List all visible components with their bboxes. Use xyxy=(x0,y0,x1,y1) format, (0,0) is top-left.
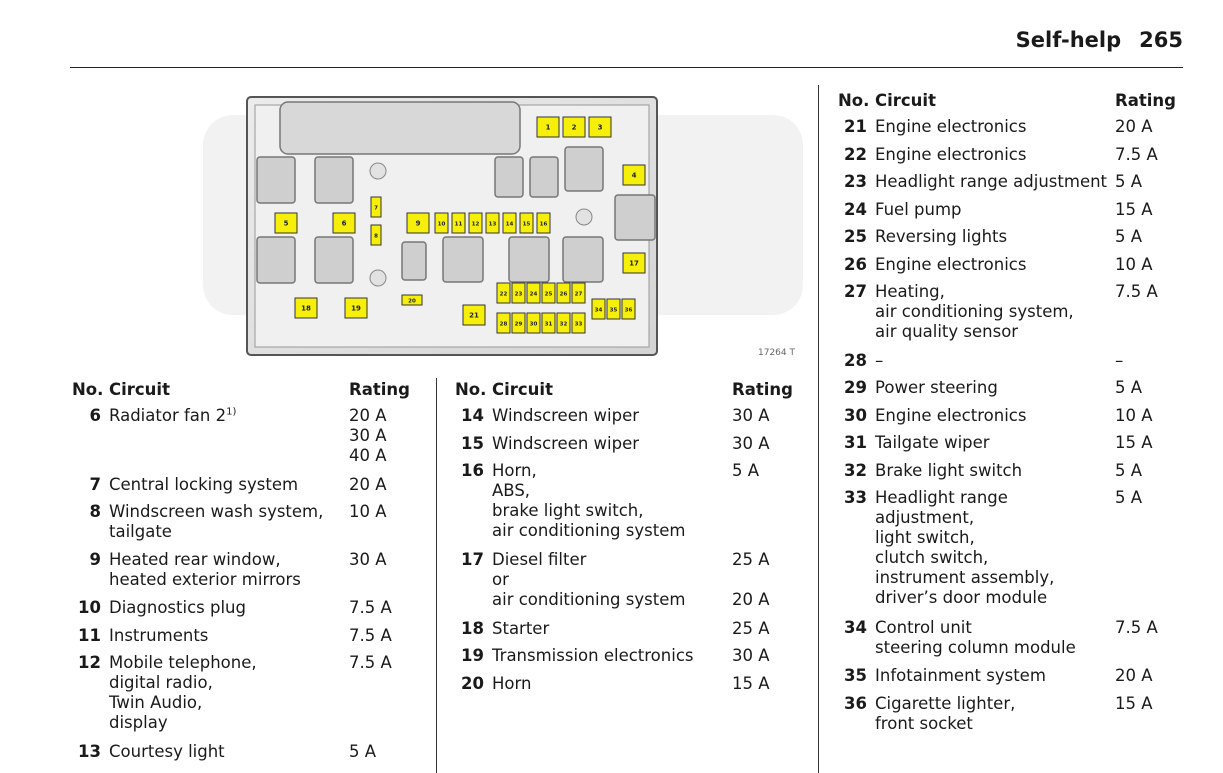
fuse-marker-label: 35 xyxy=(609,307,618,314)
fuse-number: 36 xyxy=(844,693,867,713)
fuse-number: 22 xyxy=(844,144,867,164)
fuse-row xyxy=(455,619,810,640)
fuse-circuit: Radiator fan 2$^{1)}$ xyxy=(109,406,237,425)
fuse-rating: 5 A xyxy=(349,742,377,761)
fuse-circuit: Heated rear window, heated exterior mirrors xyxy=(109,550,301,589)
fuse-marker xyxy=(497,313,510,333)
fuse-circuit: Horn, ABS, brake light switch, air conditioning system xyxy=(492,461,686,540)
fuse-circuit: Engine electronics xyxy=(875,405,1027,425)
fuse-rating: 7.5 A xyxy=(349,625,392,645)
fuse-number: 12 xyxy=(78,653,101,672)
fuse-circuit: Heating, air conditioning system, air quality sensor xyxy=(875,282,1074,341)
fuse-marker xyxy=(623,253,645,273)
fuse-number: 19 xyxy=(461,646,484,665)
fuse-marker-label: 31 xyxy=(544,321,553,328)
footnote-marker: 1) xyxy=(226,406,237,418)
fuse-table-1 xyxy=(72,380,432,770)
fuse-marker-label: 3 xyxy=(597,123,603,132)
fuse-circuit: Reversing lights xyxy=(875,227,1008,246)
fuse-box-diagram xyxy=(195,85,805,365)
fuse-circuit: Mobile telephone, digital radio, Twin Audio, display xyxy=(109,653,257,732)
fuse-rating: 15 A xyxy=(1115,693,1153,713)
fuse-marker-label: 29 xyxy=(514,321,523,328)
fuse-row xyxy=(455,461,810,543)
fuse-number: 18 xyxy=(461,618,484,638)
fuse-circuit: Tailgate wiper xyxy=(875,433,990,452)
header-circuit: Circuit xyxy=(875,91,936,110)
fuse-row xyxy=(838,282,1188,344)
fuse-row xyxy=(455,674,810,695)
header-no: No. xyxy=(455,380,487,399)
section-title: Self-help xyxy=(1015,28,1122,52)
fuse-number: 30 xyxy=(844,405,867,425)
fuse-marker xyxy=(623,165,645,185)
fuse-marker-label: 33 xyxy=(574,321,583,328)
fuse-marker-label: 7 xyxy=(374,205,378,212)
fuse-circuit: Starter xyxy=(492,618,550,638)
fuse-number: 23 xyxy=(844,172,867,191)
fuse-rating: 7.5 A xyxy=(1115,618,1158,637)
fuse-row xyxy=(455,646,810,667)
fuse-marker xyxy=(622,299,635,319)
fuse-marker-label: 30 xyxy=(529,321,538,328)
fuse-marker-label: 26 xyxy=(559,291,568,298)
fuse-marker xyxy=(537,117,559,137)
fuse-row xyxy=(455,550,810,612)
fuse-circuit: Fuel pump xyxy=(875,199,962,219)
header-no: No. xyxy=(72,380,104,399)
fuse-rating: 7.5 A xyxy=(349,598,392,617)
fuse-marker-label: 27 xyxy=(574,291,583,298)
fuse-marker xyxy=(371,197,381,217)
fuse-number: 13 xyxy=(78,742,101,761)
fuse-row xyxy=(838,406,1188,427)
fuse-rating: 7.5 A xyxy=(349,653,392,672)
fuse-marker xyxy=(407,213,429,233)
fuse-marker-label: 11 xyxy=(454,221,463,228)
fuse-circuit: Engine electronics xyxy=(875,117,1027,136)
fuse-marker xyxy=(452,213,465,233)
fuse-number: 25 xyxy=(844,227,867,246)
fuse-row xyxy=(838,200,1188,221)
fuse-marker-label: 12 xyxy=(471,221,480,228)
fuse-marker-label: 6 xyxy=(341,219,347,228)
fuse-rating: 10 A xyxy=(1115,254,1153,274)
fuse-number: 6 xyxy=(89,406,101,425)
fuse-number: 17 xyxy=(461,550,484,569)
fuse-marker-label: 5 xyxy=(283,219,289,228)
fuse-marker xyxy=(512,313,525,333)
fuse-marker-label: 14 xyxy=(505,221,514,228)
fuse-circuit: Headlight range adjustment xyxy=(875,172,1108,191)
page-header xyxy=(1016,28,1183,52)
fuse-number: 27 xyxy=(844,282,867,301)
fuse-number: 14 xyxy=(461,406,484,425)
column-divider-2 xyxy=(818,85,819,773)
fuse-row xyxy=(72,653,432,735)
fuse-row xyxy=(455,406,810,427)
header-no: No. xyxy=(838,91,870,110)
fuse-rating: 30 A xyxy=(732,646,770,665)
fuse-number: 26 xyxy=(844,254,867,274)
fuse-rating: 7.5 A xyxy=(1115,282,1158,301)
fuse-rating: 5 A xyxy=(732,461,760,480)
fuse-rating: 5 A xyxy=(1115,172,1143,191)
fuse-number: 24 xyxy=(844,199,867,219)
fuse-rating: 20 A xyxy=(1115,117,1153,136)
fuse-row xyxy=(72,502,432,543)
fuse-number: 7 xyxy=(89,474,101,494)
fuse-rating: 20 A xyxy=(1115,666,1153,685)
fuse-number: 8 xyxy=(89,502,101,521)
fuse-rating: 25 A xyxy=(732,618,770,638)
fuse-number: 11 xyxy=(78,625,101,645)
fuse-number: 33 xyxy=(844,488,867,507)
fuse-marker-label: 22 xyxy=(499,291,508,298)
fuse-row xyxy=(838,666,1188,687)
fuse-number: 9 xyxy=(89,550,101,569)
fuse-row xyxy=(838,618,1188,659)
fuse-number: 32 xyxy=(844,460,867,480)
fuse-row xyxy=(838,255,1188,276)
fuse-marker-label: 9 xyxy=(415,219,421,228)
fuse-marker xyxy=(402,295,422,305)
fuse-number: 28 xyxy=(844,350,867,370)
fuse-marker xyxy=(572,313,585,333)
fuse-table-3 xyxy=(838,91,1188,742)
fuse-rating: 10 A xyxy=(349,502,387,521)
fuse-marker xyxy=(607,299,620,319)
fuse-marker-label: 25 xyxy=(544,291,553,298)
fuse-circuit: Engine electronics xyxy=(875,254,1027,274)
fuse-marker xyxy=(542,313,555,333)
fuse-marker-label: 8 xyxy=(374,233,378,240)
fuse-marker-label: 13 xyxy=(488,221,497,228)
fuse-number: 21 xyxy=(844,117,867,136)
fuse-number: 29 xyxy=(844,378,867,397)
fuse-marker-label: 20 xyxy=(408,298,416,305)
fuse-row xyxy=(455,434,810,455)
fuse-marker-label: 24 xyxy=(529,291,538,298)
fuse-rating: 7.5 A xyxy=(1115,144,1158,164)
fuse-marker-label: 18 xyxy=(301,304,311,313)
fuse-marker xyxy=(537,213,550,233)
column-divider-1 xyxy=(436,378,437,773)
fuse-marker-label: 4 xyxy=(631,171,637,180)
fuse-marker xyxy=(589,117,611,137)
fuse-marker xyxy=(435,213,448,233)
header-rating: Rating xyxy=(1115,91,1176,110)
header-rating: Rating xyxy=(349,380,410,399)
fuse-marker xyxy=(463,305,485,325)
fuse-circuit: Power steering xyxy=(875,378,998,397)
fuse-table-2 xyxy=(455,380,810,701)
fuse-row xyxy=(838,172,1188,193)
fuse-circuit: Instruments xyxy=(109,625,209,645)
header-circuit: Circuit xyxy=(109,380,170,399)
fuse-marker xyxy=(592,299,605,319)
fuse-circuit: Brake light switch xyxy=(875,460,1023,480)
fuse-marker-label: 32 xyxy=(559,321,568,328)
fuse-marker xyxy=(563,117,585,137)
fuse-number: 34 xyxy=(844,618,867,637)
fuse-circuit: Windscreen wash system, tailgate xyxy=(109,502,324,541)
fuse-rating: 10 A xyxy=(1115,405,1153,425)
fuse-row xyxy=(72,598,432,619)
fuse-marker-label: 23 xyxy=(514,291,523,298)
fuse-marker-label: 34 xyxy=(594,307,603,314)
fuse-marker xyxy=(503,213,516,233)
fuse-marker-label: 28 xyxy=(499,321,508,328)
fuse-row xyxy=(72,406,432,468)
fuse-marker xyxy=(527,313,540,333)
figure-code: 17264 T xyxy=(758,348,795,358)
fuse-rating: 30 A xyxy=(732,433,770,453)
fuse-marker xyxy=(486,213,499,233)
fuse-circuit: Windscreen wiper xyxy=(492,433,640,453)
fuse-rating: 15 A xyxy=(1115,199,1153,219)
page-number: 265 xyxy=(1139,28,1183,52)
fuse-rating: 30 A xyxy=(349,550,387,569)
fuse-marker-label: 15 xyxy=(522,221,531,228)
fuse-rating: 15 A xyxy=(732,673,770,693)
fuse-row xyxy=(838,351,1188,372)
fuse-number: 20 xyxy=(461,673,484,693)
fuse-marker xyxy=(371,225,381,245)
fuse-row xyxy=(72,550,432,591)
fuse-circuit: Cigarette lighter, front socket xyxy=(875,693,1016,733)
table-header xyxy=(838,91,1188,117)
fuse-number: 10 xyxy=(78,598,101,617)
fuse-circuit: Transmission electronics xyxy=(492,646,694,665)
fuse-marker xyxy=(557,283,570,303)
header-circuit: Circuit xyxy=(492,380,553,399)
fuse-marker-label: 36 xyxy=(624,307,633,314)
fuse-row xyxy=(838,378,1188,399)
fuse-rating: – xyxy=(1115,350,1124,370)
fuse-row xyxy=(838,488,1188,611)
fuse-number: 16 xyxy=(461,461,484,480)
fuse-marker xyxy=(275,213,297,233)
fuse-marker-label: 21 xyxy=(469,311,479,320)
fuse-circuit: Control unit steering column module xyxy=(875,618,1076,657)
connector xyxy=(280,102,520,154)
fuse-marker-label: 1 xyxy=(545,123,551,132)
fuse-circuit: Horn xyxy=(492,673,532,693)
fuse-row xyxy=(838,433,1188,454)
fuse-row xyxy=(72,626,432,647)
fuse-number: 31 xyxy=(844,433,867,452)
fuse-row xyxy=(72,742,432,763)
fuse-row xyxy=(838,145,1188,166)
fuse-rating: 25 A 20 A xyxy=(732,550,770,609)
fuse-marker-label: 16 xyxy=(539,221,548,228)
fuse-marker xyxy=(527,283,540,303)
fuse-circuit: Engine electronics xyxy=(875,144,1027,164)
fuse-marker xyxy=(333,213,355,233)
fuse-row xyxy=(838,227,1188,248)
fuse-circuit: Infotainment system xyxy=(875,666,1046,685)
fuse-circuit: Diesel filter or air conditioning system xyxy=(492,550,686,609)
fuse-rating: 5 A xyxy=(1115,378,1143,397)
fuse-rating: 5 A xyxy=(1115,488,1143,507)
fuse-marker xyxy=(542,283,555,303)
fuse-circuit: Headlight range adjustment, light switch, clutch switch, instrument assembly, driver’s door module xyxy=(875,488,1055,607)
fuse-circuit: Windscreen wiper xyxy=(492,406,640,425)
fuse-marker xyxy=(512,283,525,303)
fuse-circuit: – xyxy=(875,350,884,370)
fuse-rating: 30 A xyxy=(732,406,770,425)
fuse-marker xyxy=(497,283,510,303)
fuse-marker-label: 10 xyxy=(437,221,446,228)
fuse-rating: 5 A xyxy=(1115,227,1143,246)
fuse-marker xyxy=(572,283,585,303)
header-rating: Rating xyxy=(732,380,793,399)
fuse-rating: 5 A xyxy=(1115,460,1143,480)
fuse-number: 35 xyxy=(844,666,867,685)
fuse-marker xyxy=(557,313,570,333)
fuse-marker-label: 2 xyxy=(571,123,577,132)
fuse-marker-label: 19 xyxy=(351,304,361,313)
fuse-marker-label: 17 xyxy=(629,259,639,268)
fuse-number: 15 xyxy=(461,433,484,453)
table-header xyxy=(72,380,432,406)
fuse-row xyxy=(838,694,1188,735)
fuse-row xyxy=(838,117,1188,138)
fuse-circuit: Courtesy light xyxy=(109,742,225,761)
fuse-rating: 20 A 30 A 40 A xyxy=(349,406,387,465)
header-rule xyxy=(70,67,1183,68)
fuse-marker xyxy=(469,213,482,233)
fuse-rating: 20 A xyxy=(349,474,387,494)
fuse-row xyxy=(838,461,1188,482)
fuse-marker xyxy=(520,213,533,233)
fuse-circuit: Central locking system xyxy=(109,474,299,494)
table-header xyxy=(455,380,810,406)
fuse-circuit: Diagnostics plug xyxy=(109,598,246,617)
fuse-marker xyxy=(345,298,367,318)
fuse-marker xyxy=(295,298,317,318)
fuse-rating: 15 A xyxy=(1115,433,1153,452)
fuse-row xyxy=(72,475,432,496)
